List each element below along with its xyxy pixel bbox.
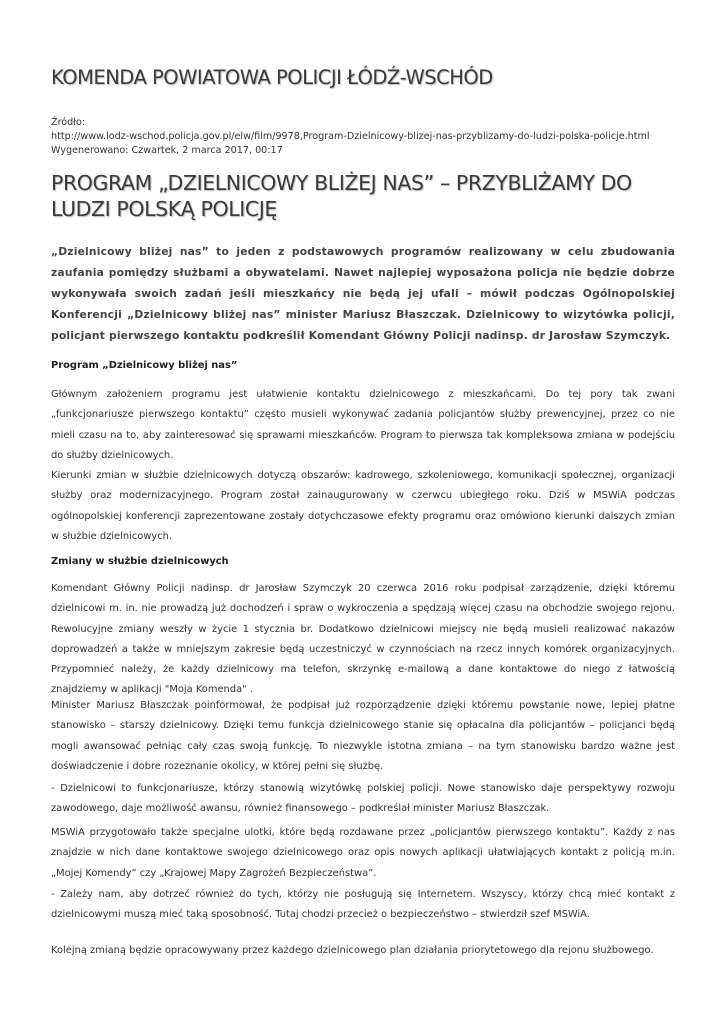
paragraph: - Zależy nam, aby dotrzeć również do tych, którzy nie posługują się Internetem. Wszyscy, którzy chcą mieć kontakt z dzielnicowymi muszą mieć taką sposobność. Tutaj chodzi przecież o bezpieczeństwo – stwierdził szef MSWiA.	[51, 889, 675, 921]
article-lead: „Dzielnicowy bliżej nas” to jeden z podstawowych programów realizowany w celu zbudowania zaufania pomiędzy służbami a obywatelami. Nawet najlepiej wyposażona policja nie będzie dobrze wykonywała swoich zadań jeśli mieszkańcy nie będą jej ufali – mówił podczas Ogólnopolskiej Konferencji „Dzielnicowy bliżej nas” minister Mariusz Błaszczak. Dzielnicowy to wizytówka policji, policjant pierwszego kontaktu podkreślił Komendant Główny Policji nadinsp. dr Jarosław Szymczyk.	[51, 245, 675, 342]
paragraph: Komendant Główny Policji nadinsp. dr Jarosław Szymczyk 20 czerwca 2016 roku podpisał zarządzenie, dzięki któremu dzielnicowi m. in. nie prowadzą już dochodzeń i spraw o wykroczenia a spędzają więcej czasu na obchodzie swojego rejonu. Rewolucyjne zmiany weszły w życie 1 stycznia br. Dodatkowo dzielnicowi miejscy nie będą musieli realizować nakazów doprowadzeń a także w mniejszym zakresie będą uczestniczyć w czynnościach na rzecz innych komórek organizacyjnych. Przypomnieć należy, że każdy dzielnicowy ma telefon, skrzynkę e-mailową a dane kontaktowe do niego z łatwością znajdziemy w aplikacji "Moja Komenda" .	[51, 583, 675, 696]
generated-date: Wygenerowano: Czwartek, 2 marca 2017, 00:17	[51, 145, 283, 156]
site-title: KOMENDA POWIATOWA POLICJI ŁÓDŹ-WSCHÓD	[51, 66, 493, 89]
paragraph: Głównym założeniem programu jest ułatwienie kontaktu dzielnicowego z mieszkańcami. Do tej pory tak zwani „funkcjonariusze pierwszego kontaktu” często musieli wykonywać zadania policjantów służby prewencyjnej, przez co nie mieli czasu na to, aby zainteresować się sprawami mieszkańców. Program to pierwsza tak kompleksowa zmiana w podejściu do służby dzielnicowych.	[51, 389, 675, 461]
document-meta	[51, 116, 650, 158]
paragraph: - Dzielnicowi to funkcjonariusze, którzy stanowią wizytówkę polskiej policji. Nowe stanowisko daje perspektywy rozwoju zawodowego, daje możliwość awansu, również finansowego – podkreślał minister Mariusz Błaszczak.	[51, 783, 675, 815]
article-title: PROGRAM „DZIELNICOWY BLIŻEJ NAS” – PRZYBLIŻAMY DO LUDZI POLSKĄ POLICJĘ	[51, 171, 632, 221]
source-label: Źródło:	[51, 117, 86, 128]
paragraph: MSWiA przygotowało także specjalne ulotki, które będą rozdawane przez „policjantów pierwszego kontaktu”. Każdy z nas znajdzie w nich dane kontaktowe swojego dzielnicowego oraz opis nowych aplikacji ułatwiających kontakt z policją m.in. „Mojej Komendy” czy „Krajowej Mapy Zagrożeń Bezpieczeństwa”.	[51, 827, 675, 879]
section-heading-changes: Zmiany w służbie dzielnicowych	[51, 556, 229, 567]
paragraph: Kierunki zmian w służbie dzielnicowych dotyczą obszarów: kadrowego, szkoleniowego, komunikacji społecznej, organizacji służby oraz modernizacyjnego. Program został zainaugurowany w czerwcu ubiegłego roku. Dziś w MSWiA podczas ogólnopolskiej konferencji zaprezentowane zostały dotychczasowe efekty programu oraz omówiono kierunki dalszych zmian w służbie dzielnicowych.	[51, 470, 675, 542]
paragraph: Kolejną zmianą będzie opracowywany przez każdego dzielnicowego plan działania priorytetowego dla rejonu służbowego.	[51, 945, 654, 956]
section-heading-program: Program „Dzielnicowy bliżej nas”	[51, 360, 238, 371]
paragraph: Minister Mariusz Błaszczak poinformował, że podpisał już rozporządzenie dzięki któremu powstanie nowe, lepiej płatne stanowisko – starszy dzielnicowy. Dzięki temu funkcja dzielnicowego stanie się opłacalna dla policjantów – policjanci będą mogli awansować pełniąc cały czas swoją funkcję. To niezwykle istotna zmiana – na tym stanowisku bardzo ważne jest doświadczenie i dobre rozeznanie okolicy, w której pełni się służbę.	[51, 700, 675, 772]
source-url[interactable]: http://www.lodz-wschod.policja.gov.pl/elw/film/9978,Program-Dzielnicowy-blizej-nas-przyblizamy-do-ludzi-polska-policje.html	[51, 131, 650, 142]
